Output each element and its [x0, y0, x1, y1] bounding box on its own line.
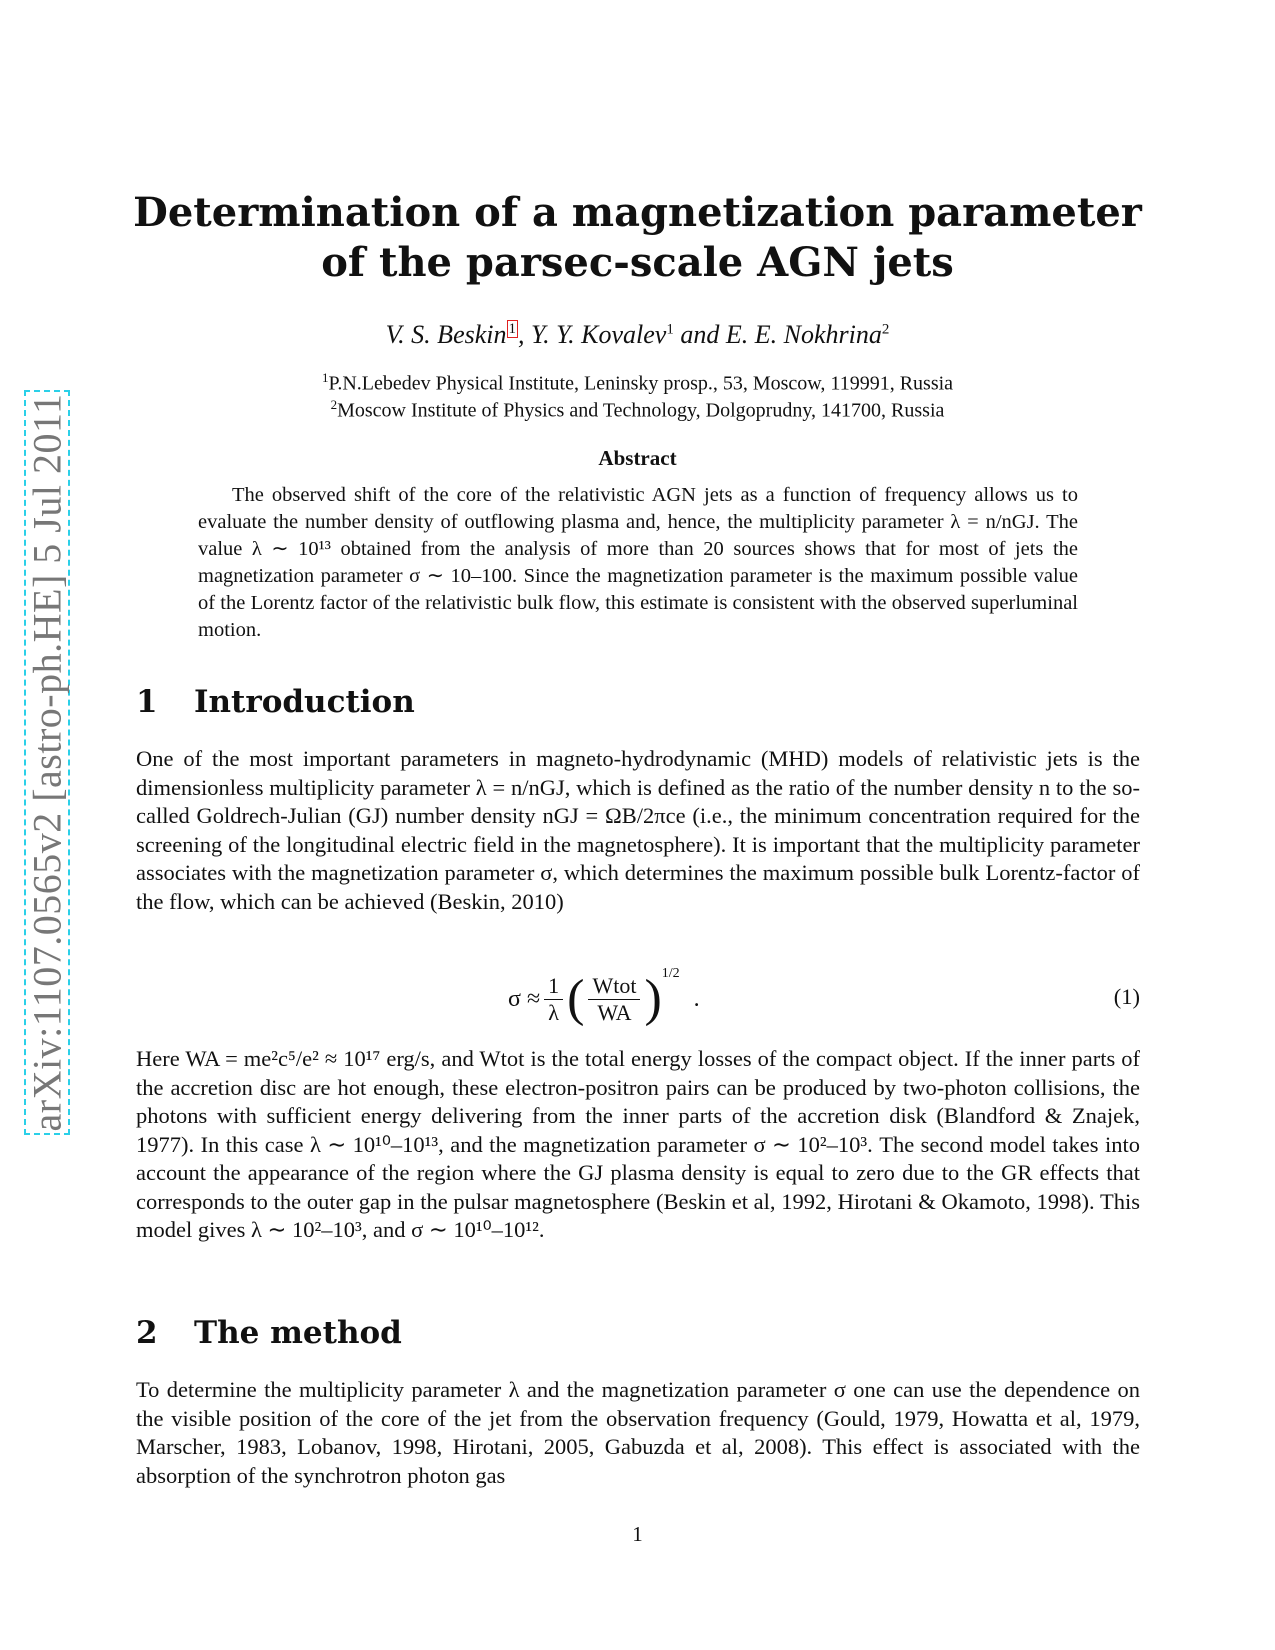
affiliation-1 — [130, 370, 1145, 396]
equation-number: (1) — [1113, 984, 1140, 1009]
page-number: 1 — [632, 1522, 643, 1546]
section-2-title: The method — [194, 1315, 402, 1351]
section-2-number: 2 — [136, 1315, 158, 1351]
section-1-heading — [136, 684, 415, 720]
author-1: V. S. Beskin — [385, 320, 507, 349]
author-3-affil: 2 — [881, 321, 890, 338]
arxiv-stamp[interactable] — [24, 390, 70, 1135]
equation-body — [508, 964, 700, 1034]
intro-paragraph-1: One of the most important parameters in magneto-hydrodynamic (MHD) models of relativistic jets is the dimensionless multiplicity parameter λ = n/nGJ, which is defined as the ratio of the number density n to the so-called Goldrech-Julian (GJ) number density nGJ = ΩB/2πce (i.e., the minimum concentration required for the screening of the longitudinal electric field in the magnetosphere). It is important that the multiplicity parameter associates with the magnetization parameter σ, which determines the maximum possible bulk Lorentz-factor of the flow, which can be achieved (Beskin, 2010) — [136, 746, 1140, 914]
affiliation-1-text: P.N.Lebedev Physical Institute, Leninsky prosp., 53, Moscow, 119991, Russia — [328, 372, 954, 395]
left-paren: ( — [567, 970, 585, 1027]
fraction-one-over-lambda — [544, 973, 563, 1026]
author-separator: and — [673, 320, 726, 349]
fraction-w-ratio — [588, 973, 640, 1026]
section-1-title: Introduction — [194, 684, 415, 720]
paper-title — [130, 188, 1145, 288]
method-paragraph: To determine the multiplicity parameter λ and the magnetization parameter σ one can use the dependence on the visible position of the core of the jet from the observation frequency (Gould, 1979, Howatta et al, 1979, Marscher, 1983, Lobanov, 1998, Hirotani, 2005, Gabuzda et al, 2008). This effect is associated with the absorption of the synchrotron photon gas — [136, 1377, 1140, 1488]
section-1-number: 1 — [136, 684, 158, 720]
equation-1 — [136, 960, 1140, 1040]
title-line-2: of the parsec-scale AGN jets — [321, 239, 954, 286]
section-2-heading — [136, 1315, 402, 1351]
w-a: WA — [597, 999, 632, 1025]
affiliation-2-text: Moscow Institute of Physics and Technology, Dolgoprudny, 141700, Russia — [337, 399, 945, 422]
affiliation-1-mark: 1 — [321, 370, 329, 385]
author-2: Y. Y. Kovalev — [531, 320, 667, 349]
w-tot: Wtot — [588, 973, 640, 1000]
title-line-1: Determination of a magnetization parameter — [133, 189, 1142, 236]
author-3: E. E. Nokhrina — [725, 320, 882, 349]
equation-exponent: 1/2 — [661, 966, 680, 981]
equation-lhs: σ ≈ — [508, 985, 541, 1012]
right-paren: ) — [644, 970, 662, 1027]
affiliation-2-mark: 2 — [330, 397, 338, 412]
fraction-numerator: 1 — [544, 973, 563, 1000]
arxiv-id: arXiv:1107.0565v2 [astro-ph.HE] 5 Jul 2011 — [24, 393, 70, 1132]
author-list — [130, 320, 1145, 350]
intro-paragraph-2: Here WA = me²c⁵/e² ≈ 10¹⁷ erg/s, and Wtot is the total energy losses of the compact object. If the inner parts of the accretion disc are hot enough, these electron-positron pairs can be produced by two-photon collisions, the photons with sufficient energy delivering from the inner parts of the accretion disk (Blandford & Znajek, 1977). In this case λ ∼ 10¹⁰–10¹³, and the magnetization parameter σ ∼ 10²–10³. The second model takes into account the appearance of the region where the GJ plasma density is equal to zero due to the GR effects that corresponds to the outer gap in the pulsar magnetosphere (Beskin et al, 1992, Hirotani & Okamoto, 1998). This model gives λ ∼ 10²–10³, and σ ∼ 10¹⁰–10¹². — [136, 1046, 1140, 1242]
author-1-affil-link[interactable]: 1 — [508, 321, 516, 338]
abstract-heading: Abstract — [598, 446, 677, 470]
equation-period: . — [693, 985, 700, 1012]
author-separator: , — [518, 320, 531, 349]
fraction-denominator: λ — [548, 999, 559, 1025]
author-2-affil: 1 — [666, 321, 674, 338]
abstract-body: The observed shift of the core of the relativistic AGN jets as a function of frequency allows us to evaluate the number density of outflowing plasma and, hence, the multiplicity parameter λ = n/nGJ. The value λ ∼ 10¹³ obtained from the analysis of more than 20 sources shows that for most of jets the magnetization parameter σ ∼ 10–100. Since the magnetization parameter is the maximum possible value of the Lorentz factor of the relativistic bulk flow, this estimate is consistent with the observed superluminal motion. — [198, 484, 1078, 641]
affiliation-2 — [130, 397, 1145, 423]
